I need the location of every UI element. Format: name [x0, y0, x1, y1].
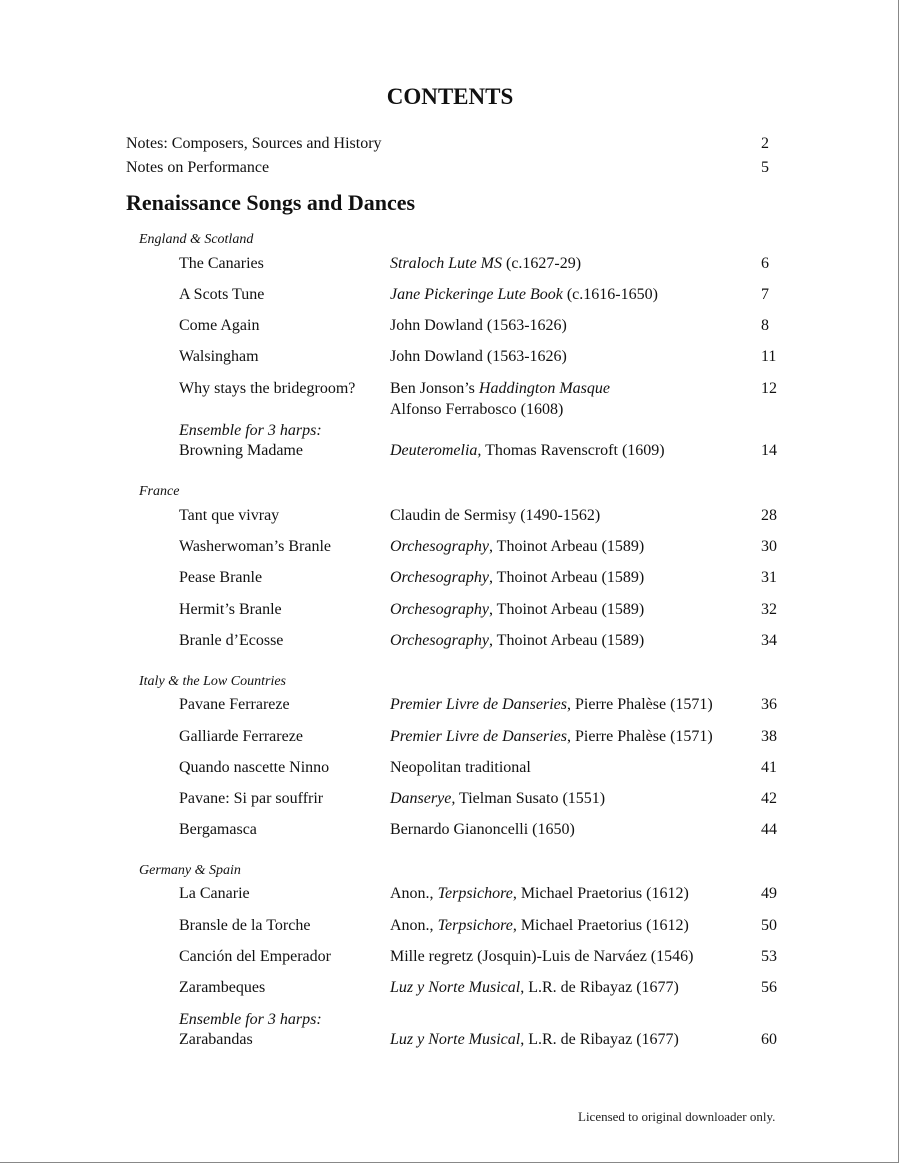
entry-source-italic: Premier Livre de Danseries — [390, 696, 567, 713]
notes-item-label: Notes: Composers, Sources and History — [126, 135, 382, 152]
entry-source — [390, 442, 665, 460]
entry-source-italic: Orchesography — [390, 601, 489, 618]
entry-source-rest: , Michael Praetorius (1612) — [512, 917, 689, 934]
entry-source-pre: Ben Jonson’s — [390, 380, 479, 397]
entry-page: 6 — [761, 255, 769, 272]
entry-source — [390, 917, 689, 935]
entry-source-italic: Deuteromelia, — [390, 442, 482, 459]
entry-source — [390, 317, 567, 335]
entry-page: 41 — [761, 759, 777, 776]
entry-source-rest: , Thoinot Arbeau (1589) — [488, 569, 645, 586]
entry-page: 14 — [761, 442, 777, 459]
entry-page: 49 — [761, 885, 777, 902]
region-heading: Italy & the Low Countries — [139, 674, 286, 689]
entry-source-rest: Tielman Susato (1551) — [455, 790, 606, 807]
entry-source-italic: Haddington Masque — [478, 380, 611, 397]
entry-source-pre: Anon., — [390, 917, 438, 934]
ensemble-label: Ensemble for 3 harps: — [179, 422, 322, 439]
entry-title: Zarabandas — [179, 1031, 253, 1048]
entry-page: 42 — [761, 790, 777, 807]
entry-page: 34 — [761, 632, 777, 649]
entry-source-rest: , Thoinot Arbeau (1589) — [488, 538, 645, 555]
entry-page: 38 — [761, 728, 777, 745]
entry-source-italic: Terpsichore — [437, 917, 513, 934]
entry-title: Tant que vivray — [179, 507, 280, 524]
section-title: Renaissance Songs and Dances — [126, 190, 416, 215]
entry-source-rest: Mille regretz (Josquin)-Luis de Narváez (1546) — [390, 948, 694, 965]
entry-title: Walsingham — [179, 348, 259, 365]
entry-source — [390, 348, 567, 366]
entry-source-italic: Premier Livre de Danseries — [390, 728, 567, 745]
entry-title: Pease Branle — [179, 569, 263, 586]
entry-page: 36 — [761, 696, 777, 713]
entry-page: 44 — [761, 821, 777, 838]
entry-page: 31 — [761, 569, 777, 586]
entry-source — [390, 569, 644, 587]
entry-page: 12 — [761, 380, 777, 397]
entry-page: 11 — [761, 348, 777, 365]
entry-source — [390, 728, 713, 746]
entry-source-rest: John Dowland (1563-1626) — [390, 348, 567, 365]
entry-title: Bransle de la Torche — [179, 917, 311, 934]
entry-source — [390, 948, 693, 966]
entry-source — [390, 507, 600, 525]
entry-page: 56 — [761, 979, 777, 996]
entry-page: 7 — [761, 286, 769, 303]
entry-page: 8 — [761, 317, 769, 334]
entry-source — [390, 255, 581, 273]
entry-source-pre: Anon., — [390, 885, 438, 902]
region-heading: Germany & Spain — [139, 863, 241, 878]
entry-title: Why stays the bridegroom? — [179, 380, 356, 397]
entry-source — [390, 1031, 679, 1049]
entry-source-italic: Danserye, — [390, 790, 456, 807]
entry-title: Hermit’s Branle — [179, 601, 282, 618]
entry-source-rest: Neopolitan traditional — [390, 759, 531, 776]
region-heading: France — [139, 484, 180, 499]
entry-source-rest: , L.R. de Ribayaz (1677) — [520, 1031, 679, 1048]
entry-title: La Canarie — [179, 885, 250, 902]
entry-title: Branle d’Ecosse — [179, 632, 284, 649]
entry-title: Quando nascette Ninno — [179, 759, 330, 776]
entry-source-rest: Bernardo Gianoncelli (1650) — [390, 821, 575, 838]
entry-title: Washerwoman’s Branle — [179, 538, 331, 555]
notes-item-page: 5 — [761, 159, 769, 176]
entry-title: Come Again — [179, 317, 260, 334]
entry-page: 53 — [761, 948, 777, 965]
entry-source — [390, 885, 689, 903]
entry-source-italic: Straloch Lute MS — [390, 255, 502, 272]
entry-source — [390, 696, 713, 714]
notes-item-page: 2 — [761, 135, 769, 152]
entry-source-rest: (c.1616-1650) — [562, 286, 658, 303]
entry-source-line2: Alfonso Ferrabosco (1608) — [390, 401, 564, 418]
entry-source-italic: Luz y Norte Musical — [390, 979, 521, 996]
entry-title: The Canaries — [179, 255, 264, 272]
entry-page: 32 — [761, 601, 777, 618]
entry-page: 60 — [761, 1031, 777, 1048]
entry-source — [390, 790, 605, 808]
entry-source — [390, 821, 575, 839]
entry-title: Pavane: Si par souffrir — [179, 790, 324, 807]
entry-title: A Scots Tune — [179, 286, 265, 303]
entry-source-rest: Thomas Ravenscroft (1609) — [481, 442, 665, 459]
entry-page: 28 — [761, 507, 777, 524]
ensemble-label: Ensemble for 3 harps: — [179, 1011, 322, 1028]
entry-title: Zarambeques — [179, 979, 266, 996]
entry-source-rest: , Michael Praetorius (1612) — [512, 885, 689, 902]
entry-source-rest: , Thoinot Arbeau (1589) — [488, 632, 645, 649]
entry-page: 30 — [761, 538, 777, 555]
entry-source-rest: (c.1627-29) — [502, 255, 582, 272]
license-footer: Licensed to original downloader only. — [578, 1109, 776, 1124]
entry-source — [390, 759, 531, 777]
entry-title: Bergamasca — [179, 821, 257, 838]
entry-source-italic: Luz y Norte Musical — [390, 1031, 521, 1048]
page-title: CONTENTS — [386, 84, 514, 109]
entry-source — [390, 979, 679, 997]
entry-title: Pavane Ferrareze — [179, 696, 290, 713]
entry-title: Browning Madame — [179, 442, 303, 459]
entry-source-rest: John Dowland (1563-1626) — [390, 317, 567, 334]
entry-title: Canción del Emperador — [179, 948, 331, 965]
entry-source — [390, 632, 644, 650]
entry-source-italic: Orchesography — [390, 538, 489, 555]
entry-source — [390, 286, 658, 304]
entry-source-rest: Claudin de Sermisy (1490-1562) — [390, 507, 601, 524]
notes-item-label: Notes on Performance — [126, 159, 270, 176]
entry-source — [390, 538, 644, 556]
entry-source-italic: Orchesography — [390, 569, 489, 586]
entry-source-italic: Terpsichore — [437, 885, 513, 902]
entry-source-italic: Orchesography — [390, 632, 489, 649]
entry-source-italic: Jane Pickeringe Lute Book — [390, 286, 563, 303]
entry-source-rest: , Pierre Phalèse (1571) — [567, 696, 713, 713]
entry-title: Galliarde Ferrareze — [179, 728, 303, 745]
entry-page: 50 — [761, 917, 777, 934]
entry-source — [390, 380, 610, 398]
entry-source-rest: , L.R. de Ribayaz (1677) — [520, 979, 679, 996]
region-heading: England & Scotland — [139, 232, 254, 247]
entry-source-rest: , Pierre Phalèse (1571) — [567, 728, 713, 745]
entry-source-rest: , Thoinot Arbeau (1589) — [488, 601, 645, 618]
entry-source — [390, 601, 644, 619]
